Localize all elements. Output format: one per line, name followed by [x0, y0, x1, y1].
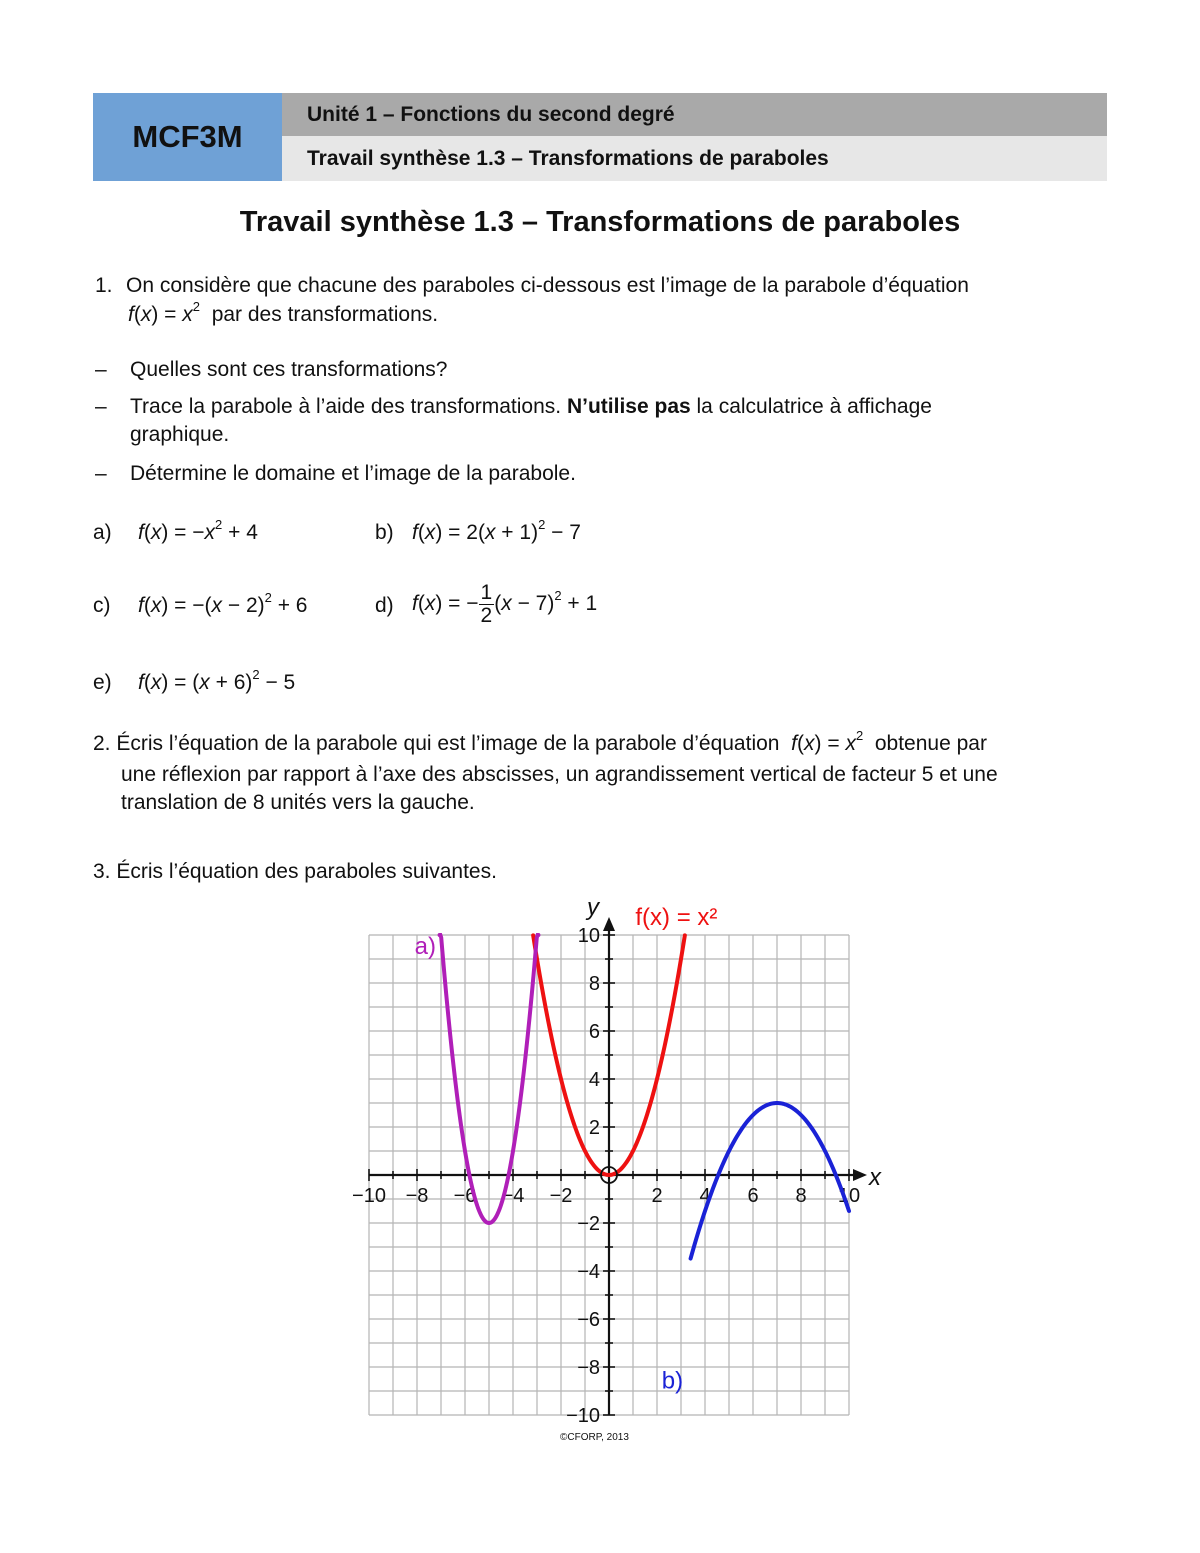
bullet-domain: Détermine le domaine et l’image de la parabole. [130, 462, 576, 485]
label-b: b) [661, 1367, 684, 1395]
x-tick-label: 4 [699, 1185, 711, 1207]
reference-equation-label: f(x) = x² [635, 904, 718, 931]
q2-line2: une réflexion par rapport à l’axe des abscisses, un agrandissement vertical de facteur 5 et une [121, 763, 998, 786]
equation-fx-x2: $f(x) = x^2$ [791, 728, 864, 755]
course-code: MCF3M [93, 93, 282, 181]
x-tick-label: −6 [453, 1185, 477, 1207]
item-d-label: d) [375, 594, 394, 617]
item-c-label: c) [93, 594, 111, 617]
x-tick-label: 6 [747, 1185, 759, 1207]
y-tick-label: 8 [588, 973, 600, 995]
y-tick-label: 2 [588, 1117, 600, 1139]
copyright: ©CFORP, 2013 [560, 1432, 629, 1443]
bullet-dash: – [95, 395, 107, 418]
x-tick-label: 8 [795, 1185, 807, 1207]
q1-line2-suffix: par des transformations. [211, 303, 439, 326]
item-e-equation: $f(x) = (x + 6)^2 - 5$ [138, 667, 296, 694]
item-b-equation: $f(x) = 2(x + 1)^2 - 7$ [412, 517, 581, 544]
bullet-transformations: Quelles sont ces transformations? [130, 358, 448, 381]
trace-before: Trace la parabole à l’aide des transformations. [130, 395, 562, 418]
tick-labels [352, 894, 882, 1427]
label-a: a) [414, 933, 436, 961]
q3-number: 3. [93, 860, 111, 883]
y-tick-label: −10 [566, 1405, 600, 1427]
trace-bold: N’utilise pas [566, 395, 691, 418]
bullet-dash: – [95, 358, 107, 381]
q2-line1-after: obtenue par [874, 732, 987, 755]
y-tick-label: −4 [577, 1261, 600, 1283]
trace-after: la calculatrice à affichage [696, 395, 932, 418]
work-title: Travail synthèse 1.3 – Transformations de paraboles [282, 136, 1107, 181]
x-tick-label: 10 [837, 1185, 861, 1207]
item-d-equation: f(x) = − $\frac{1}{2}$ $(x - 7)^2 + 1$ [412, 581, 598, 627]
x-tick-label: −10 [352, 1185, 386, 1207]
item-c-equation: $f(x) = -(x - 2)^2 + 6$ [138, 590, 308, 617]
x-axis-arrow [853, 1169, 867, 1181]
y-tick-label: 4 [588, 1069, 600, 1091]
trace-line2: graphique. [130, 423, 230, 446]
equation-fx-x2: $f(x) = x^2$ [128, 299, 201, 326]
y-tick-label: −6 [577, 1309, 600, 1331]
x-tick-label: −8 [405, 1185, 429, 1207]
y-tick-label: 6 [588, 1021, 600, 1043]
x-tick-label: −2 [549, 1185, 573, 1207]
item-a-label: a) [93, 521, 112, 544]
header-banner [93, 93, 1107, 181]
x-axis-label: x [869, 1164, 881, 1191]
q1-line1: On considère que chacune des paraboles ci-dessous est l’image de la parabole d’équation [126, 274, 969, 297]
q2-number: 2. [93, 732, 111, 755]
q2-line3: translation de 8 unités vers la gauche. [121, 791, 475, 814]
parabola-graph [330, 890, 890, 1435]
page-title: Travail synthèse 1.3 – Transformations de paraboles [239, 206, 961, 238]
q3-line [93, 858, 497, 886]
q1-number: 1. [95, 274, 113, 297]
y-tick-label: −8 [577, 1357, 600, 1379]
x-tick-label: 2 [651, 1185, 663, 1207]
bullet-trace [130, 393, 932, 421]
item-a-equation: $f(x) = -x^2 + 4$ [138, 517, 258, 544]
q1-line2 [128, 301, 438, 329]
y-axis-arrow [603, 917, 615, 931]
y-tick-label: 10 [577, 925, 600, 947]
q3-text: Écris l’équation des paraboles suivantes. [116, 860, 497, 883]
q2-line1 [93, 730, 987, 758]
y-tick-label: −2 [577, 1213, 600, 1235]
item-b-label: b) [375, 521, 394, 544]
y-axis-label: y [587, 894, 599, 921]
axes [369, 917, 867, 1415]
curve-labels [415, 904, 718, 1395]
item-e-label: e) [93, 671, 112, 694]
bullet-dash: – [95, 462, 107, 485]
x-tick-label: −4 [501, 1185, 525, 1207]
q2-line1-before: Écris l’équation de la parabole qui est l’image de la parabole d’équation [116, 732, 780, 755]
unit-title: Unité 1 – Fonctions du second degré [282, 93, 1107, 136]
